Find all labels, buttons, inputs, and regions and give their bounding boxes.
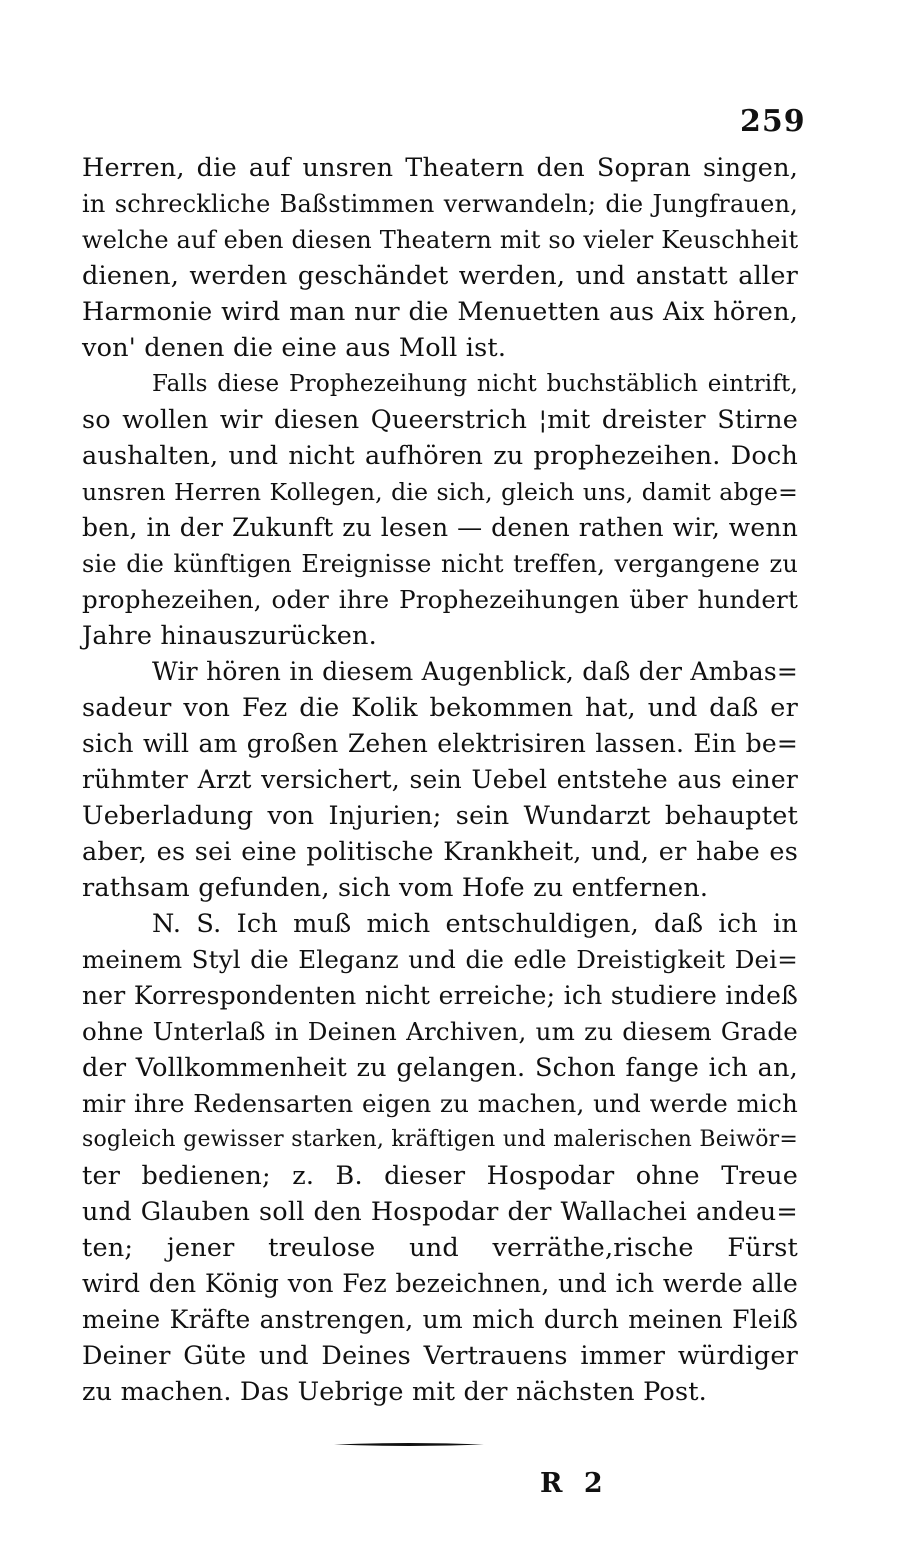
text-line: prophezeihen, oder ihre Prophezeihungen über hundert xyxy=(82,585,798,614)
text-line: Herren, die auf unsren Theatern den Sopran singen, xyxy=(82,153,798,183)
text-line: aber, es sei eine politische Krankheit, und, er habe es xyxy=(82,837,798,867)
text-line: rühmter Arzt versichert, sein Uebel entstehe aus einer xyxy=(82,765,798,794)
paragraph-first-line: Falls diese Prophezeihung nicht buchstäblich eintrift, xyxy=(152,371,798,397)
text-line: ben, in der Zukunft zu lesen — denen rathen wir, wenn xyxy=(82,513,798,542)
text-line: ten; jener treulose und verräthe,rische Fürst xyxy=(82,1233,798,1263)
paragraph-first-line: N. S. Ich muß mich entschuldigen, daß ich in xyxy=(152,909,798,939)
end-rule xyxy=(334,1442,484,1447)
text-line: ter bedienen; z. B. dieser Hospodar ohne Treue xyxy=(82,1161,798,1191)
text-line: Ueberladung von Injurien; sein Wundarzt behauptet xyxy=(82,801,798,831)
text-line: ohne Unterlaß in Deinen Archiven, um zu diesem Grade xyxy=(82,1017,798,1046)
body-text xyxy=(82,150,798,1410)
text-line: der Vollkommenheit zu gelangen. Schon fange ich an, xyxy=(82,1053,798,1083)
text-line: Harmonie wird man nur die Menuetten aus Aix hören, xyxy=(82,297,798,327)
signature-mark: R 2 xyxy=(540,1468,609,1499)
text-line: Jahre hinauszurücken. xyxy=(82,621,377,651)
text-line: ner Korrespondenten nicht erreiche; ich studiere indeß xyxy=(82,981,798,1010)
text-line: aushalten, und nicht aufhören zu prophezeihen. Doch xyxy=(82,441,798,471)
text-line: mir ihre Redensarten eigen zu machen, und werde mich xyxy=(82,1089,798,1118)
text-line: meine Kräfte anstrengen, um mich durch meinen Fleiß xyxy=(82,1305,798,1334)
text-line: so wollen wir diesen Queerstrich ¦mit dreister Stirne xyxy=(82,405,798,435)
text-line: Deiner Güte und Deines Vertrauens immer würdiger xyxy=(82,1341,798,1371)
page-number: 259 xyxy=(740,104,806,139)
text-line: welche auf eben diesen Theatern mit so vieler Keuschheit xyxy=(82,226,799,254)
text-line: sie die künftigen Ereignisse nicht treffen, vergangene zu xyxy=(82,550,798,578)
text-line: sadeur von Fez die Kolik bekommen hat, und daß er xyxy=(82,693,798,723)
text-line: rathsam gefunden, sich vom Hofe zu entfernen. xyxy=(82,873,709,903)
paragraph-first-line: Wir hören in diesem Augenblick, daß der Ambas= xyxy=(152,657,798,686)
text-line: in schreckliche Baßstimmen verwandeln; die Jungfrauen, xyxy=(82,190,798,218)
text-line: und Glauben soll den Hospodar der Wallachei andeu= xyxy=(82,1197,798,1227)
text-line: dienen, werden geschändet werden, und anstatt aller xyxy=(82,261,798,291)
text-line: von' denen die eine aus Moll ist. xyxy=(82,333,507,363)
text-line: sich will am großen Zehen elektrisiren lassen. Ein be= xyxy=(82,729,798,758)
text-line: meinem Styl die Eleganz und die edle Dreistigkeit Dei= xyxy=(82,945,798,974)
text-line: wird den König von Fez bezeichnen, und ich werde alle xyxy=(82,1269,798,1298)
text-line: sogleich gewisser starken, kräftigen und malerischen Beiwör= xyxy=(82,1127,798,1152)
text-line: zu machen. Das Uebrige mit der nächsten Post. xyxy=(82,1377,707,1407)
text-line: unsren Herren Kollegen, die sich, gleich uns, damit abge= xyxy=(82,478,798,506)
